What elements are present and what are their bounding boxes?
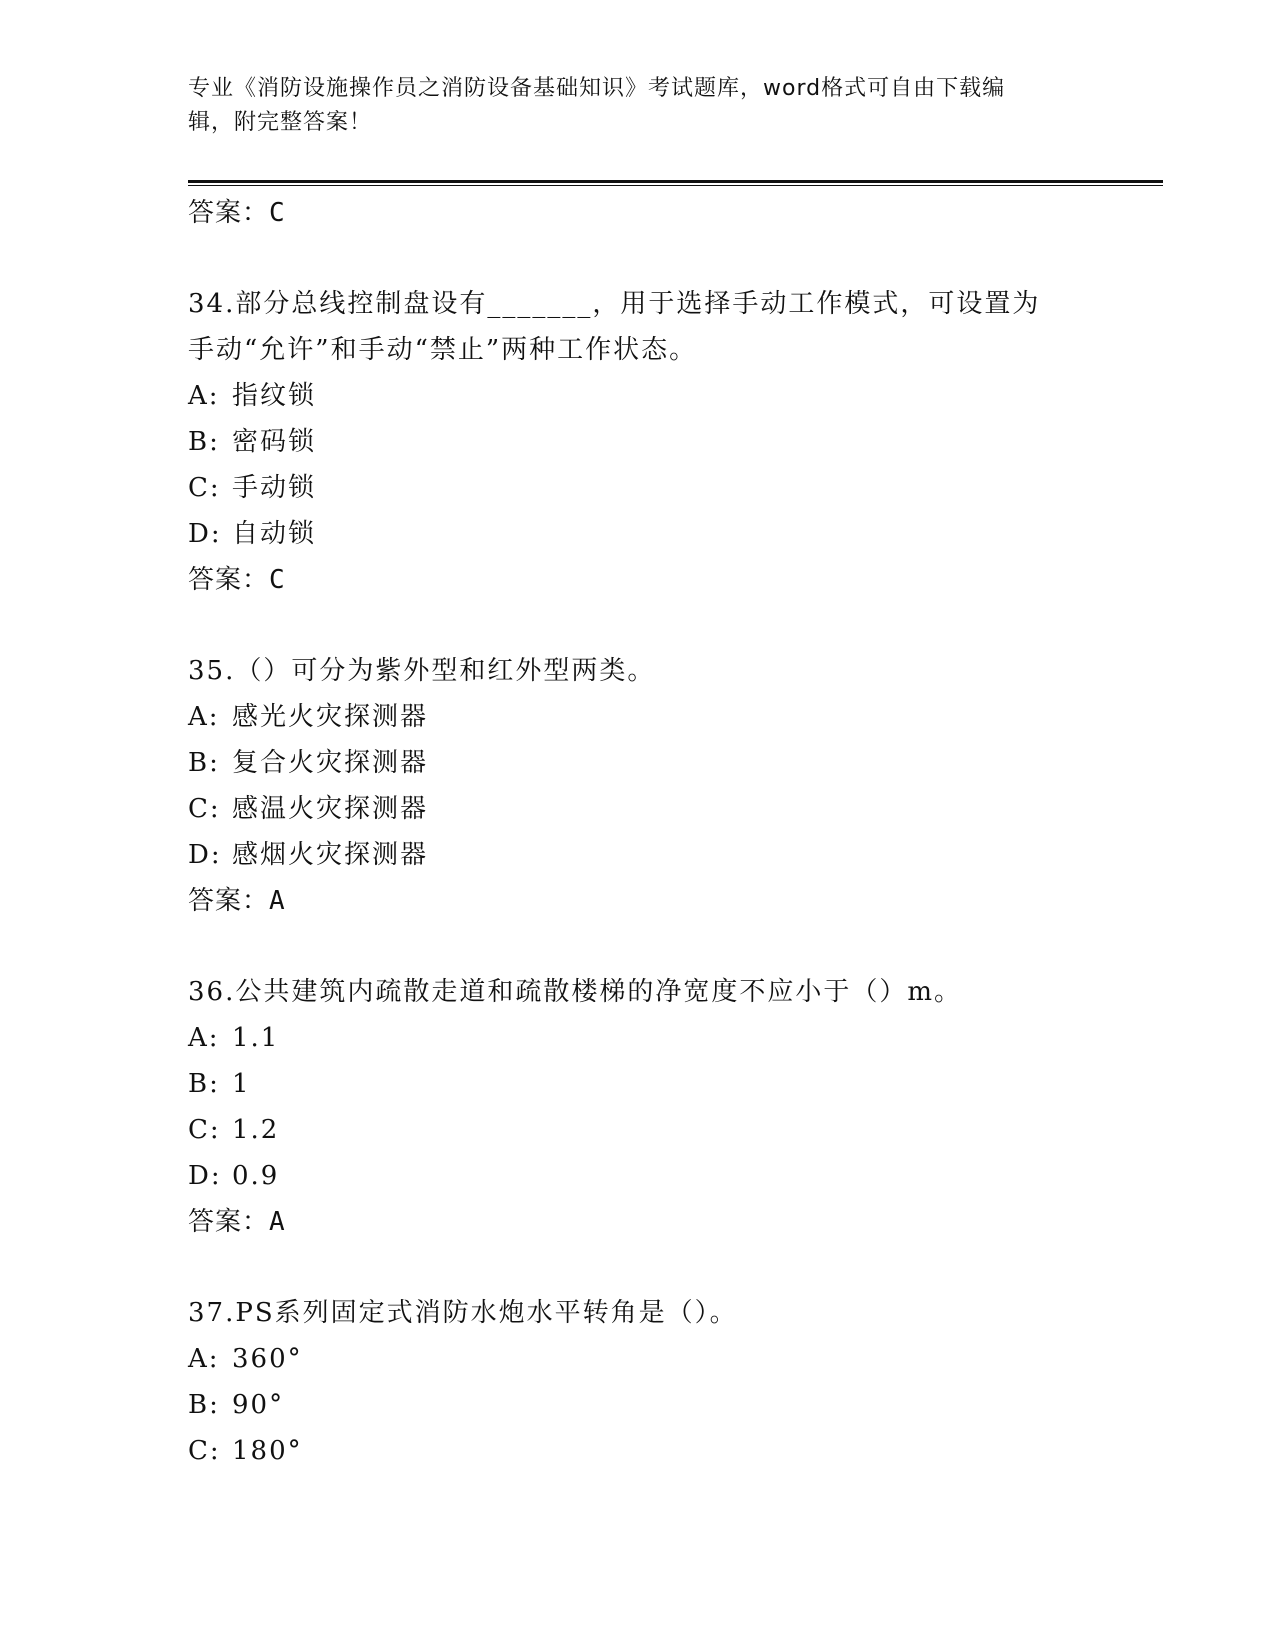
answer-value: A bbox=[269, 886, 286, 916]
option-text: 1.2 bbox=[232, 1115, 280, 1145]
option-c bbox=[188, 786, 1088, 832]
option-text: 感烟火灾探测器 bbox=[232, 840, 429, 870]
answer-value: C bbox=[269, 198, 286, 228]
option-letter: D: bbox=[188, 1161, 222, 1191]
option-letter: B: bbox=[188, 1390, 220, 1420]
option-b bbox=[188, 1382, 1088, 1428]
option-letter: C: bbox=[188, 1436, 221, 1466]
question-answer bbox=[188, 878, 1088, 924]
option-text: 感光火灾探测器 bbox=[232, 702, 429, 732]
option-a bbox=[188, 1015, 1088, 1061]
option-text: 复合火灾探测器 bbox=[232, 748, 429, 778]
option-text: 90° bbox=[232, 1390, 285, 1420]
question-34 bbox=[188, 281, 1088, 603]
option-letter: A: bbox=[188, 1023, 220, 1053]
option-b bbox=[188, 740, 1088, 786]
answer-label: 答案： bbox=[188, 1207, 270, 1237]
question-stem: 34.部分总线控制盘设有_______，用于选择手动工作模式，可设置为 bbox=[188, 289, 1041, 319]
option-d bbox=[188, 1153, 1088, 1199]
answer-value: A bbox=[269, 1207, 286, 1237]
question-answer bbox=[188, 557, 1088, 603]
option-letter: C: bbox=[188, 794, 221, 824]
header-divider-thin bbox=[188, 185, 1163, 186]
option-letter: C: bbox=[188, 1115, 221, 1145]
question-37 bbox=[188, 1290, 1088, 1474]
answer-label: 答案： bbox=[188, 198, 270, 228]
question-list bbox=[188, 190, 1088, 1474]
option-letter: A: bbox=[188, 702, 220, 732]
option-a bbox=[188, 1336, 1088, 1382]
option-text: 0.9 bbox=[232, 1161, 280, 1191]
option-a bbox=[188, 373, 1088, 419]
header-line-1: 专业《消防设施操作员之消防设备基础知识》考试题库，word格式可自由下载编 bbox=[188, 76, 1006, 101]
option-d bbox=[188, 832, 1088, 878]
option-b bbox=[188, 419, 1088, 465]
option-letter: B: bbox=[188, 748, 220, 778]
option-letter: D: bbox=[188, 840, 222, 870]
option-text: 手动锁 bbox=[232, 473, 317, 503]
option-letter: A: bbox=[188, 1344, 220, 1374]
option-text: 180° bbox=[232, 1436, 303, 1466]
option-text: 指纹锁 bbox=[232, 381, 317, 411]
question-36 bbox=[188, 969, 1088, 1245]
option-d bbox=[188, 511, 1088, 557]
option-c bbox=[188, 465, 1088, 511]
option-letter: C: bbox=[188, 473, 221, 503]
option-text: 360° bbox=[232, 1344, 303, 1374]
option-letter: A: bbox=[188, 381, 220, 411]
answer-value: C bbox=[269, 565, 286, 595]
answer-label: 答案： bbox=[188, 565, 270, 595]
option-b bbox=[188, 1061, 1088, 1107]
question-stem: 36.公共建筑内疏散走道和疏散楼梯的净宽度不应小于（）m。 bbox=[188, 977, 963, 1007]
option-c bbox=[188, 1428, 1088, 1474]
answer-label: 答案： bbox=[188, 886, 270, 916]
option-letter: D: bbox=[188, 519, 222, 549]
question-stem: 37.PS系列固定式消防水炮水平转角是（）。 bbox=[188, 1298, 738, 1328]
option-a bbox=[188, 694, 1088, 740]
header-divider-thick bbox=[188, 180, 1163, 183]
option-text: 自动锁 bbox=[232, 519, 317, 549]
option-c bbox=[188, 1107, 1088, 1153]
option-text: 密码锁 bbox=[232, 427, 317, 457]
question-35 bbox=[188, 648, 1088, 924]
option-text: 1.1 bbox=[232, 1023, 280, 1053]
option-text: 感温火灾探测器 bbox=[232, 794, 429, 824]
option-letter: B: bbox=[188, 427, 220, 457]
previous-answer bbox=[188, 190, 1088, 236]
option-text: 1 bbox=[232, 1069, 251, 1099]
document-header bbox=[188, 72, 1088, 140]
option-letter: B: bbox=[188, 1069, 220, 1099]
question-stem: 35.（）可分为紫外型和红外型两类。 bbox=[188, 656, 656, 686]
header-line-2: 辑，附完整答案！ bbox=[188, 110, 373, 135]
question-stem-continued: 手动“允许”和手动“禁止”两种工作状态。 bbox=[188, 335, 698, 365]
question-answer bbox=[188, 1199, 1088, 1245]
